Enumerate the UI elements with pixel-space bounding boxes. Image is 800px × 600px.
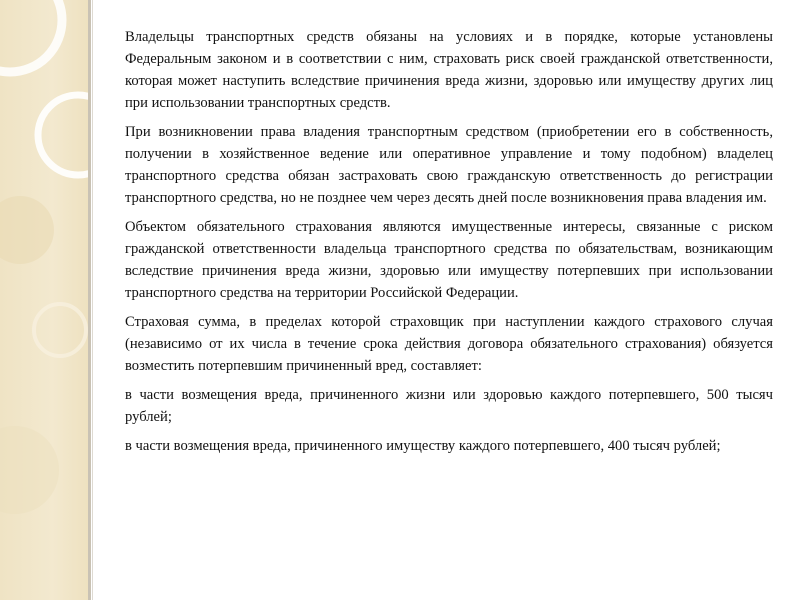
decorative-side-panel	[0, 0, 88, 600]
paragraph-insured-sum: Страховая сумма, в пределах которой страховщик при наступлении каждого страхового случая (независимо от их числа в течение срока действия договора обязательного страхования) обязуется возместить потерпевшим причиненный вред, составляет:	[125, 314, 773, 374]
paragraph-owners-obligation: Владельцы транспортных средств обязаны на условиях и в порядке, которые установлены Федеральным законом и в соответствии с ним, страховать риск своей гражданской ответственности, которая может наступить вследствие причинения вреда жизни, здоровью или имуществу других лиц при использовании транспортных средств.	[125, 29, 773, 111]
decorative-circles-icon	[0, 0, 88, 600]
paragraph-life-health-limit: в части возмещения вреда, причиненного жизни или здоровью каждого потерпевшего, 500 тысяч рублей;	[125, 387, 773, 425]
side-divider-thin	[92, 0, 93, 600]
paragraph-ownership-right: При возникновении права владения транспортным средством (приобретении его в собственность, получении в хозяйственное ведение или оперативное управление и тому подобном) владелец транспортного средства обязан застраховать свою гражданскую ответственность до регистрации транспортного средства, но не позднее чем через десять дней после возникновения права владения им.	[125, 124, 773, 206]
document-body	[125, 26, 773, 464]
paragraph-property-limit: в части возмещения вреда, причиненного имуществу каждого потерпевшего, 400 тысяч рублей;	[125, 438, 721, 454]
side-divider	[88, 0, 91, 600]
paragraph-insurance-object: Объектом обязательного страхования являются имущественные интересы, связанные с риском гражданской ответственности владельца транспортного средства по обязательствам, возникающим вследствие причинения вреда жизни, здоровью или имуществу потерпевших при использовании транспортного средства на территории Российской Федерации.	[125, 219, 773, 301]
